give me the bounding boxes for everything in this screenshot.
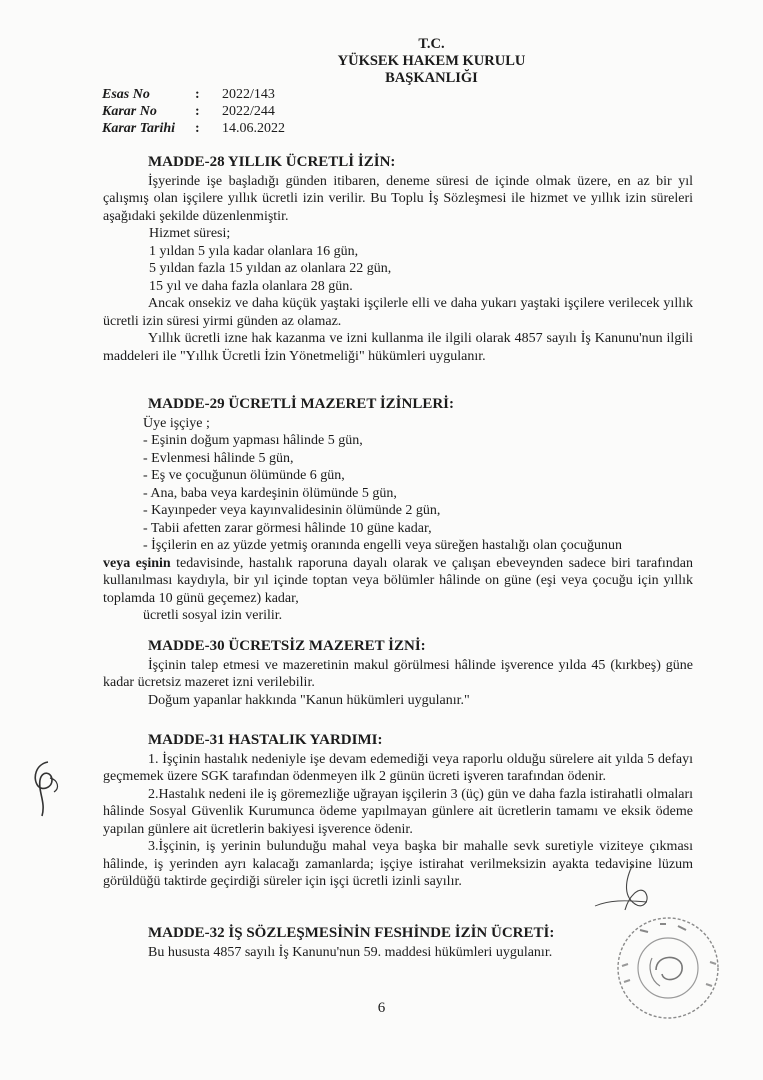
paragraph: 2.Hastalık nedeni ile iş göremezliğe uğrayan işçilerin 3 (üç) gün ve daha fazla istirahatli olmaları hâlinde Sosyal Güvenlik Kurumunca ödeme yapılmayan günlere ait ücretlerin tamamı ve eksik ödeme yapılan günlere ait ücretlerin bakiyesi işverence ödenir. xyxy=(103,786,693,837)
paragraph: Ancak onsekiz ve daha küçük yaştaki işçilerle elli ve daha yukarı yaştaki işçilere verilecek yıllık ücretli izin süresi yirmi günden az olamaz. xyxy=(103,296,693,329)
header-line-1: T.C. xyxy=(418,36,445,52)
article-heading: MADDE-31 HASTALIK YARDIMI: xyxy=(148,732,383,748)
meta-label: Esas No xyxy=(102,87,150,102)
article-29 xyxy=(103,396,693,625)
meta-colon: : xyxy=(195,104,200,119)
list-line: - Evlenmesi hâlinde 5 gün, xyxy=(143,450,294,466)
list-line: - İşçilerin en az yüzde yetmiş oranında engelli veya süreğen hastalığı olan çocuğunun xyxy=(143,538,622,553)
meta-colon: : xyxy=(195,121,200,136)
list-line: - Tabii afetten zarar görmesi hâlinde 10 güne kadar, xyxy=(143,520,432,536)
bold-phrase: veya eşinin xyxy=(103,555,171,571)
paragraph xyxy=(103,555,693,608)
list-line: 15 yıl ve daha fazla olanlara 28 gün. xyxy=(149,278,353,294)
article-heading: MADDE-29 ÜCRETLİ MAZERET İZİNLERİ: xyxy=(148,396,455,412)
page-number: 6 xyxy=(377,1000,386,1016)
meta-row-karar xyxy=(102,103,285,120)
meta-label: Karar Tarihi xyxy=(102,121,176,136)
meta-row-tarih xyxy=(102,120,285,137)
paragraph: İşçinin talep etmesi ve mazeretinin makul görülmesi hâlinde işverence yılda 45 (kırkbeş) güne kadar ücretsiz mazeret izni verilebilir. xyxy=(103,657,693,690)
list-line: - Eş ve çocuğunun ölümünde 6 gün, xyxy=(143,468,345,483)
meta-value: 14.06.2022 xyxy=(222,121,285,136)
list-line: 5 yıldan fazla 15 yıldan az olanlara 22 gün, xyxy=(149,261,392,276)
case-meta xyxy=(102,86,285,137)
list-line: 1 yıldan 5 yıla kadar olanlara 16 gün, xyxy=(149,243,359,259)
article-heading: MADDE-32 İŞ SÖZLEŞMESİNİN FESHİNDE İZİN ÜCRETİ: xyxy=(148,925,555,941)
list-line: - Eşinin doğum yapması hâlinde 5 gün, xyxy=(143,433,363,448)
article-28 xyxy=(103,154,693,365)
meta-row-esas xyxy=(102,86,285,103)
document-header xyxy=(0,36,763,87)
paragraph: 3.İşçinin, iş yerinin bulunduğu mahal veya başka bir mahalle sevk suretiyle viziteye çıkması hâlinde, iş yerinden ayrı kalacağı zamanlarda; işçiye istirahat verilmeksizin ayakta tedavisine lüzum görüldüğü taktirde geçirdiği süreler için işçi ücretli izinli sayılır. xyxy=(103,839,693,889)
paragraph: Bu hususta 4857 sayılı İş Kanunu'nun 59. maddesi hükümleri uygulanır. xyxy=(148,944,553,960)
margin-initial-icon xyxy=(28,758,68,825)
list-line: - Kayınpeder veya kayınvalidesinin ölümünde 2 gün, xyxy=(143,503,441,518)
paragraph: İşyerinde işe başladığı günden itibaren, deneme süresi de içinde olmak üzere, en az bir yıl çalışmış olan işçilere yıllık ücretli izin verilir. Bu Toplu İş Sözleşmesi ile hizmet ve yıllık izin süreleri aşağıdaki şekilde düzenlenmiştir. xyxy=(103,173,693,224)
list-line: Üye işçiye ; xyxy=(143,415,210,431)
meta-value: 2022/244 xyxy=(222,104,275,119)
paragraph: 1. İşçinin hastalık nedeniyle işe devam edemediği veya raporlu olduğu sürelere ait yılda 5 defayı geçmemek üzere SGK tarafından ödenmeyen ilk 2 günün ücreti işveren tarafından ödenir. xyxy=(103,751,693,784)
header-line-2: YÜKSEK HAKEM KURULU xyxy=(337,53,526,69)
meta-label: Karar No xyxy=(102,104,157,119)
article-heading: MADDE-30 ÜCRETSİZ MAZERET İZNİ: xyxy=(148,638,426,654)
paragraph-rest: tedavisinde, hastalık raporuna dayalı olarak ve çalışan ebeveynden sadece biri tarafından kullanılması kaydıyla, bir yıl içinde toptan veya bölümler hâlinde on güne (eşi veya çocuğu için yıllık toplamda 10 günü geçemez) kadar, xyxy=(103,555,694,606)
list-line: - Ana, baba veya kardeşinin ölümünde 5 gün, xyxy=(143,485,397,501)
list-line: Hizmet süresi; xyxy=(149,226,231,241)
list-line: ücretli sosyal izin verilir. xyxy=(143,608,283,623)
paragraph: Yıllık ücretli izne hak kazanma ve izni kullanma ile ilgili olarak 4857 sayılı İş Kanunu'nun ilgili maddeleri ile "Yıllık Ücretli İzin Yönetmeliği" hükümleri uygulanır. xyxy=(103,331,693,364)
paragraph: Doğum yapanlar hakkında "Kanun hükümleri uygulanır." xyxy=(148,692,470,708)
official-seal-icon xyxy=(602,910,732,1025)
header-line-3: BAŞKANLIĞI xyxy=(385,70,478,86)
article-heading: MADDE-28 YILLIK ÜCRETLİ İZİN: xyxy=(148,154,396,170)
article-30 xyxy=(103,638,693,709)
meta-colon: : xyxy=(195,87,200,102)
meta-value: 2022/143 xyxy=(222,87,275,102)
